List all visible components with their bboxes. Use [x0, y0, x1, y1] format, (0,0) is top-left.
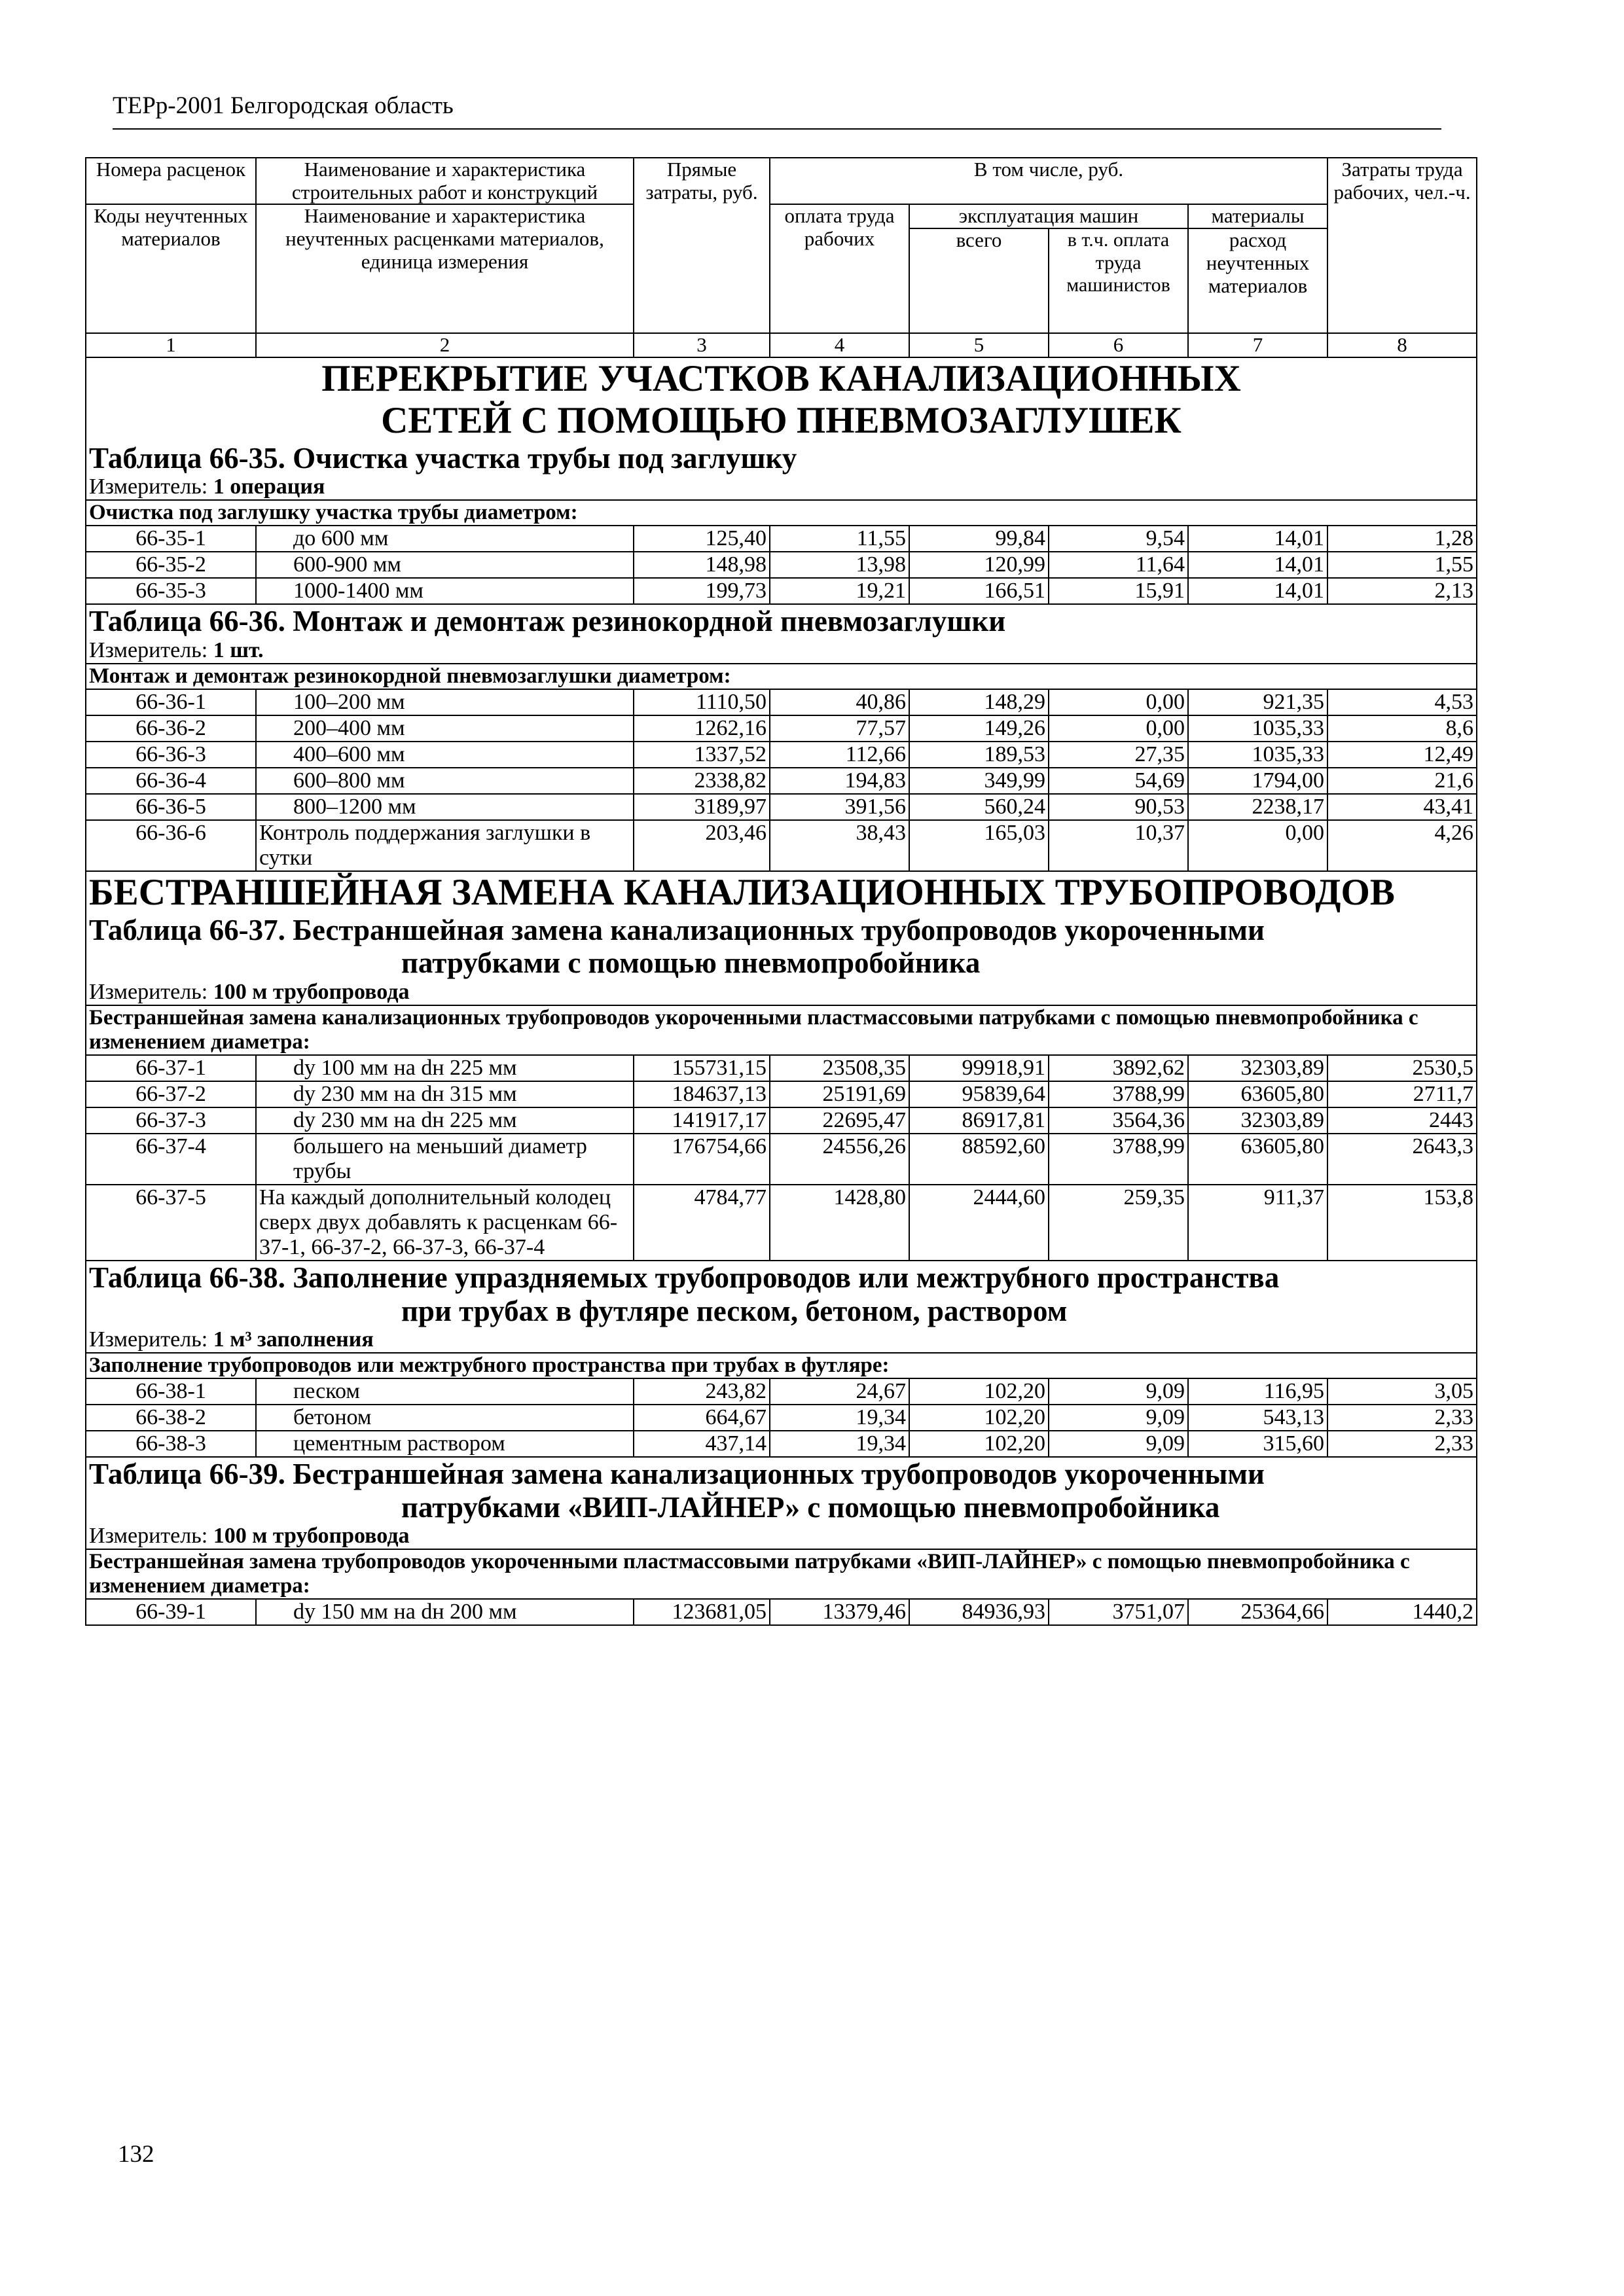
table-row: 66-35-3 1000-1400 мм 199,73 19,21 166,51 15,91 14,01 2,13: [86, 578, 1477, 604]
table-row: 66-37-2 dу 230 мм на dн 315 мм 184637,13 25191,69 95839,64 3788,99 63605,80 2711,7: [86, 1081, 1477, 1107]
col-number: 5: [909, 333, 1049, 357]
hdr-labor-pay: оплата труда рабочих: [770, 204, 909, 333]
hdr-labor-cost: Затраты труда рабочих, чел.-ч.: [1327, 158, 1477, 333]
table-title: Таблица 66-38. Заполнение упраздняемых трубопроводов или межтрубного пространства при трубах в футляре песком, бетоном, раствором: [86, 1261, 1477, 1327]
col-number: 2: [256, 333, 634, 357]
group-heading: Заполнение трубопроводов или межтрубного пространства при трубах в футляре:: [86, 1353, 1477, 1378]
hdr-machines-total: всего: [909, 228, 1049, 333]
table-row: 66-38-3 цементным раствором 437,14 19,34 102,20 9,09 315,60 2,33: [86, 1431, 1477, 1457]
table-title: Таблица 66-35. Очистка участка трубы под заглушку: [86, 442, 1477, 475]
table-row: 66-38-2 бетоном 664,67 19,34 102,20 9,09 543,13 2,33: [86, 1405, 1477, 1431]
group-heading: Монтаж и демонтаж резинокордной пневмозаглушки диаметром:: [86, 664, 1477, 689]
hdr-material-use: расход неучтенных материалов: [1188, 228, 1327, 333]
table-row: 66-36-5 800–1200 мм 3189,97 391,56 560,24 90,53 2238,17 43,41: [86, 794, 1477, 820]
table-title: Таблица 66-37. Бестраншейная замена канализационных трубопроводов укороченными патрубками с помощью пневмопробойника: [86, 914, 1477, 980]
hdr-operators-pay: в т.ч. оплата труда машинистов: [1049, 228, 1188, 333]
table-title: Таблица 66-39. Бестраншейная замена канализационных трубопроводов укороченными патрубками «ВИП-ЛАЙНЕР» с помощью пневмопробойника: [86, 1457, 1477, 1524]
hdr-machines: эксплуатация машин: [909, 204, 1188, 228]
table-row: 66-37-5 На каждый дополнительный колодец сверх двух добавлять к расценкам 66-37-1, 66-37-2, 66-37-3, 66-37-4 4784,77 1428,80 2444,60 259,35 911,37 153,8: [86, 1185, 1477, 1261]
table-title: Таблица 66-36. Монтаж и демонтаж резинокордной пневмозаглушки: [86, 604, 1477, 637]
measure-unit: Измеритель: 1 шт.: [86, 638, 1477, 664]
page-number: 132: [118, 2141, 154, 2168]
table-row: 66-36-2 200–400 мм 1262,16 77,57 149,26 0,00 1035,33 8,6: [86, 715, 1477, 742]
col-number: 8: [1327, 333, 1477, 357]
col-number: 7: [1188, 333, 1327, 357]
hdr-direct-costs: Прямые затраты, руб.: [634, 158, 770, 333]
col-number: 6: [1049, 333, 1188, 357]
hdr-codes: Коды неучтенных материалов: [86, 204, 256, 333]
table-row: 66-36-1 100–200 мм 1110,50 40,86 148,29 0,00 921,35 4,53: [86, 689, 1477, 715]
section-title: ПЕРЕКРЫТИЕ УЧАСТКОВ КАНАЛИЗАЦИОННЫХ СЕТЕЙ С ПОМОЩЬЮ ПНЕВМОЗАГЛУШЕК: [86, 357, 1477, 442]
group-heading: Очистка под заглушку участка трубы диаметром:: [86, 500, 1477, 526]
section-title: БЕСТРАНШЕЙНАЯ ЗАМЕНА КАНАЛИЗАЦИОННЫХ ТРУБОПРОВОДОВ: [86, 871, 1477, 914]
hdr-material-name: Наименование и характеристика неучтенных расценками материалов, единица измерения: [256, 204, 634, 333]
table-row: 66-38-1 песком 243,82 24,67 102,20 9,09 116,95 3,05: [86, 1378, 1477, 1405]
table-row: 66-35-1 до 600 мм 125,40 11,55 99,84 9,54 14,01 1,28: [86, 526, 1477, 552]
col-number: 1: [86, 333, 256, 357]
running-header: ТЕРр-2001 Белгородская область: [113, 92, 454, 119]
hdr-materials: материалы: [1188, 204, 1327, 228]
table-row: 66-36-4 600–800 мм 2338,82 194,83 349,99 54,69 1794,00 21,6: [86, 768, 1477, 794]
header-rule: [113, 128, 1441, 130]
col-number: 4: [770, 333, 909, 357]
measure-unit: Измеритель: 1 операция: [86, 475, 1477, 500]
col-number: 3: [634, 333, 770, 357]
measure-unit: Измеритель: 100 м трубопровода: [86, 1524, 1477, 1549]
table-row: 66-36-3 400–600 мм 1337,52 112,66 189,53 27,35 1035,33 12,49: [86, 742, 1477, 768]
table-row: 66-36-6 Контроль поддержания заглушки в сутки 203,46 38,43 165,03 10,37 0,00 4,26: [86, 820, 1477, 871]
table-row: 66-37-3 dу 230 мм на dн 225 мм 141917,17 22695,47 86917,81 3564,36 32303,89 2443: [86, 1107, 1477, 1134]
table-row: 66-39-1 dу 150 мм на dн 200 мм 123681,05 13379,46 84936,93 3751,07 25364,66 1440,2: [86, 1599, 1477, 1625]
table-row: 66-37-4 большего на меньший диаметр трубы 176754,66 24556,26 88592,60 3788,99 63605,80 2643,3: [86, 1134, 1477, 1185]
table-row: 66-37-1 dу 100 мм на dн 225 мм 155731,15 23508,35 99918,91 3892,62 32303,89 2530,5: [86, 1055, 1477, 1081]
hdr-including: В том числе, руб.: [770, 158, 1327, 204]
rates-table: [85, 157, 1477, 1626]
group-heading: Бестраншейная замена канализационных трубопроводов укороченными пластмассовыми патрубками с помощью пневмопробойника с изменением диаметра:: [86, 1005, 1477, 1055]
measure-unit: Измеритель: 1 м³ заполнения: [86, 1327, 1477, 1353]
group-heading: Бестраншейная замена трубопроводов укороченными пластмассовыми патрубками «ВИП-ЛАЙНЕР» с помощью пневмопробойника с изменением диаметра:: [86, 1549, 1477, 1599]
hdr-work-name: Наименование и характеристика строительных работ и конструкций: [256, 158, 634, 204]
table-row: 66-35-2 600-900 мм 148,98 13,98 120,99 11,64 14,01 1,55: [86, 552, 1477, 578]
measure-unit: Измеритель: 100 м трубопровода: [86, 980, 1477, 1005]
hdr-rates-no: Номера расценок: [86, 158, 256, 204]
